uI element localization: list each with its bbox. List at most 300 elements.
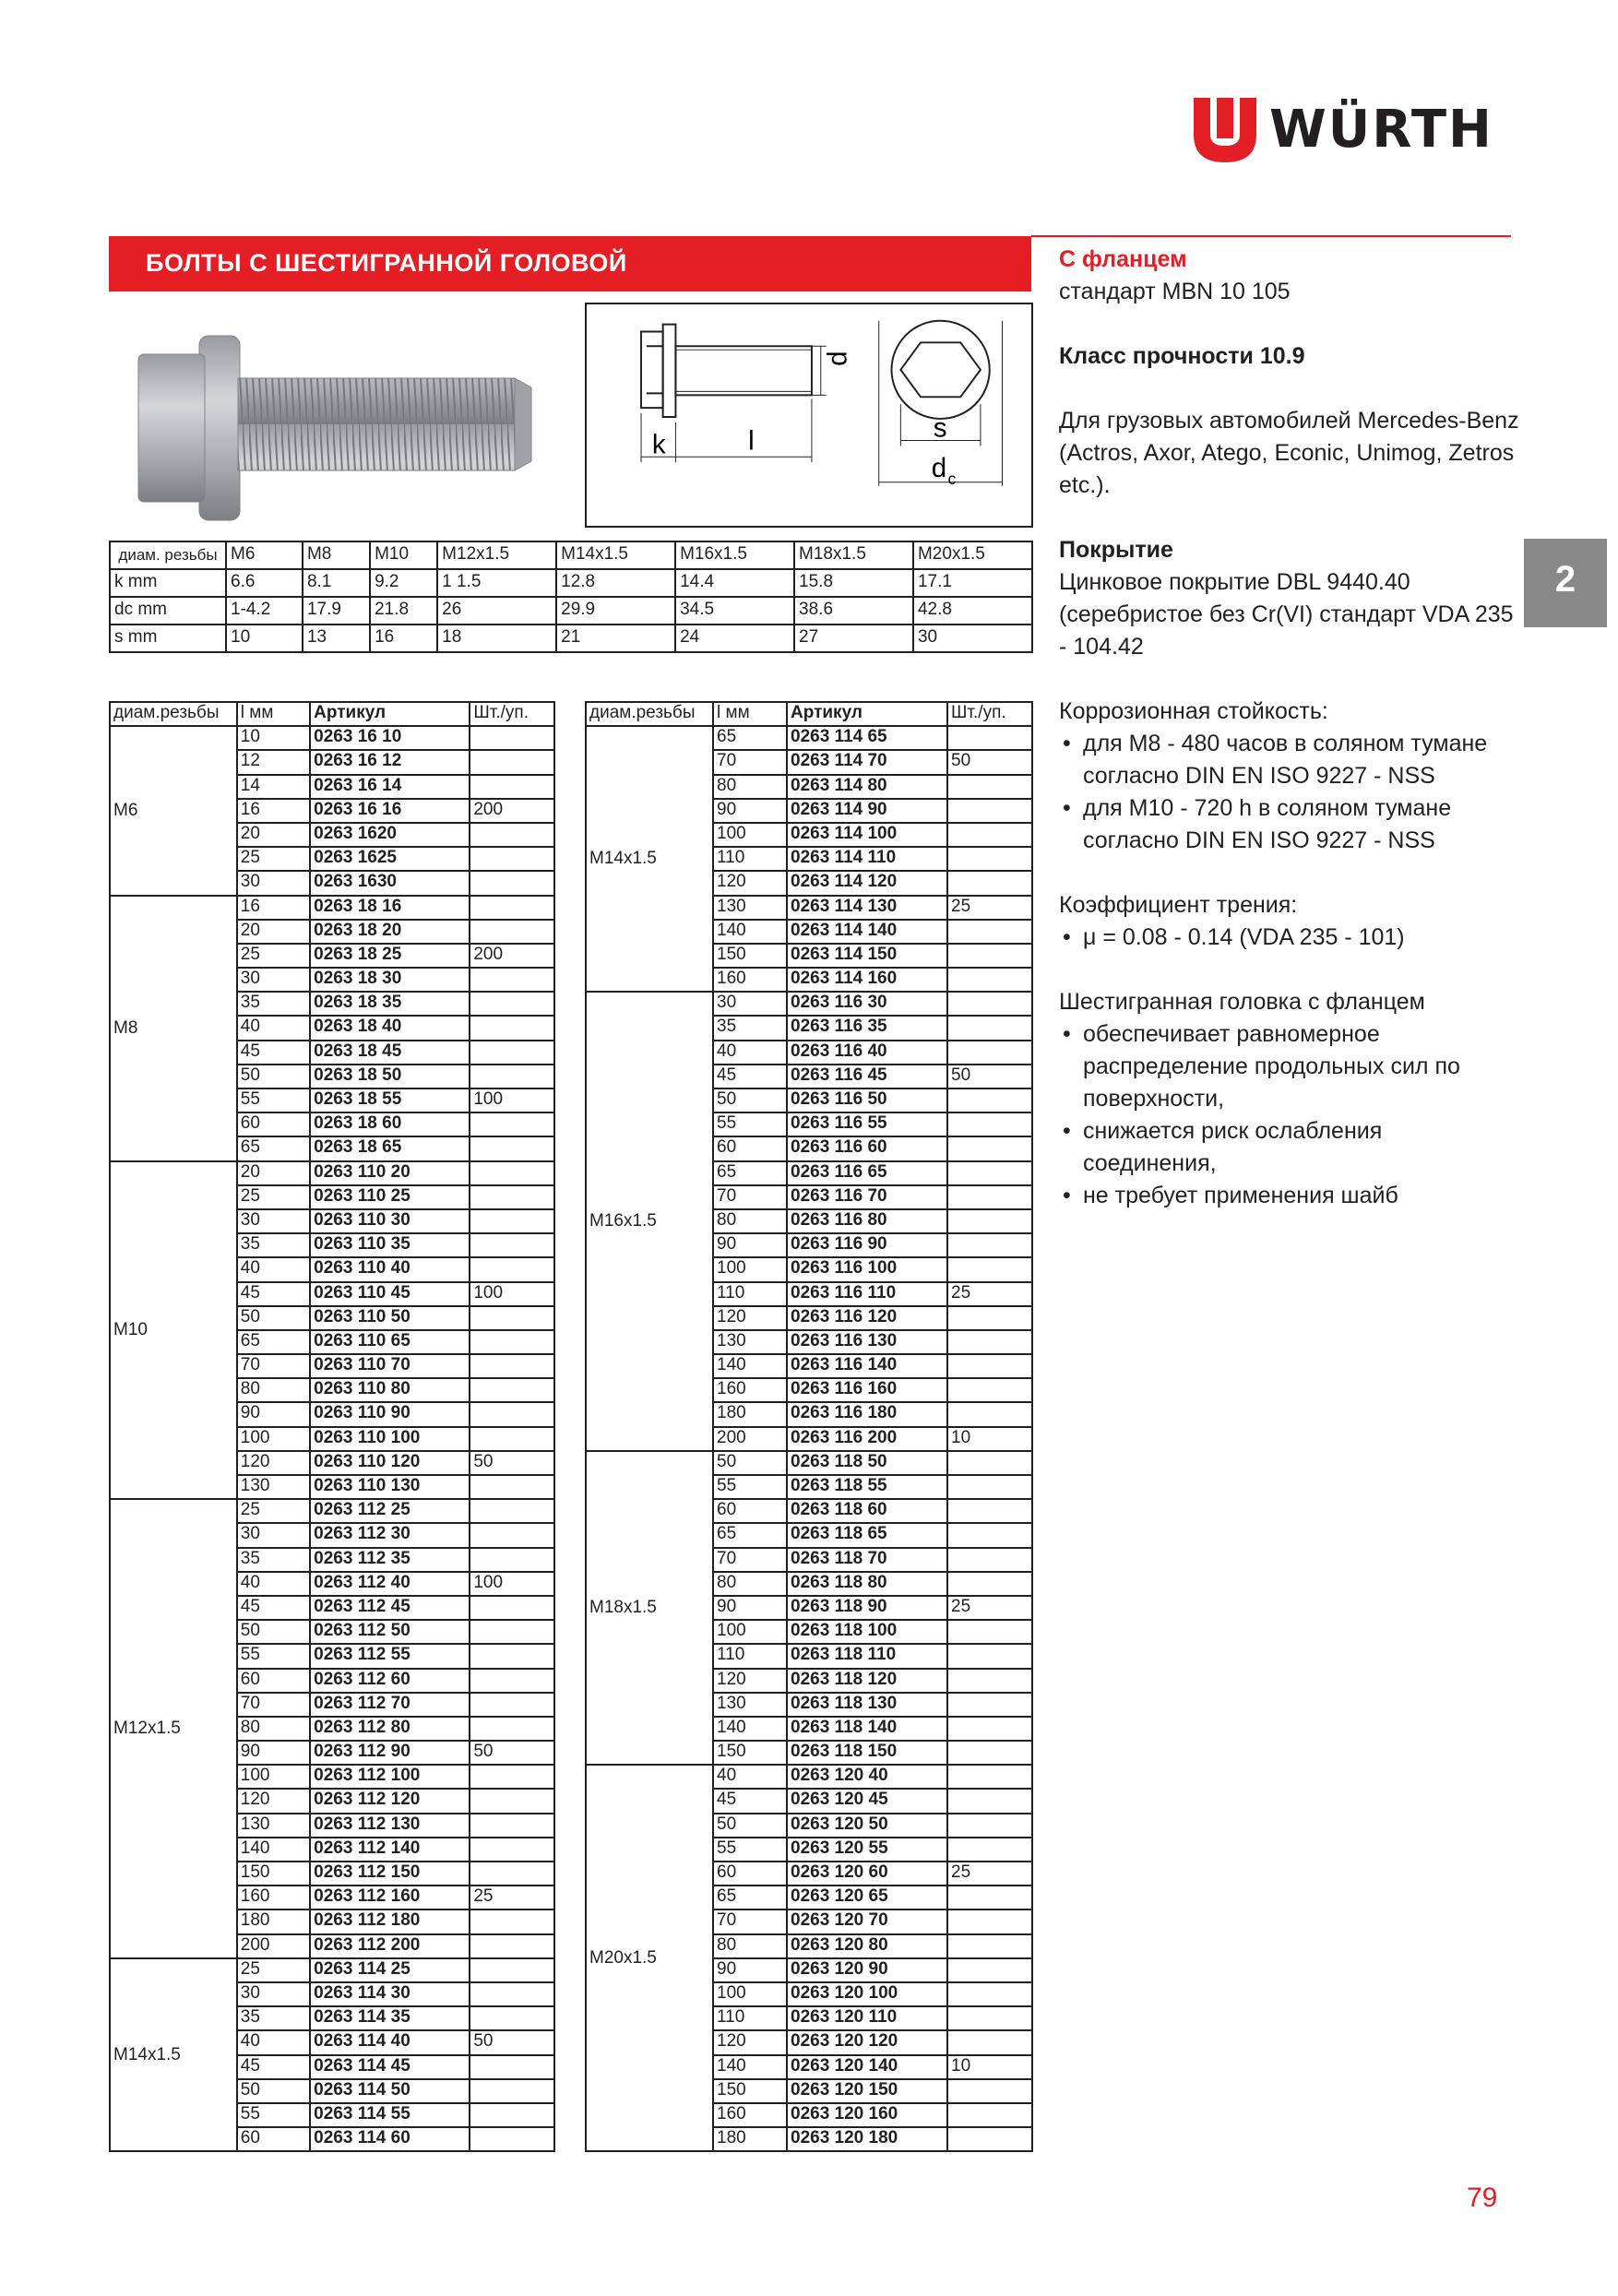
pack-quantity-cell xyxy=(947,1765,1032,1789)
length-cell: 30 xyxy=(237,1209,310,1233)
article-number-cell: 0263 114 65 xyxy=(787,726,947,750)
length-cell: 50 xyxy=(237,1306,310,1330)
pack-quantity-cell xyxy=(947,2030,1032,2054)
length-cell: 150 xyxy=(713,944,787,968)
dims-cell: 17.9 xyxy=(303,597,370,625)
article-number-cell: 0263 110 130 xyxy=(310,1475,470,1499)
length-cell: 120 xyxy=(237,1451,310,1475)
length-cell: 50 xyxy=(713,1089,787,1112)
length-cell: 150 xyxy=(237,1862,310,1886)
thread-group-label: M18x1.5 xyxy=(586,1451,713,1765)
pack-quantity-cell xyxy=(470,896,554,920)
pack-quantity-cell xyxy=(947,847,1032,871)
length-cell: 45 xyxy=(713,1065,787,1089)
length-cell: 55 xyxy=(237,1644,310,1668)
article-number-cell: 0263 116 110 xyxy=(787,1282,947,1306)
length-cell: 120 xyxy=(713,2030,787,2054)
article-number-cell: 0263 18 50 xyxy=(310,1065,470,1089)
article-number-cell: 0263 112 120 xyxy=(310,1789,470,1813)
article-number-cell: 0263 116 120 xyxy=(787,1306,947,1330)
pack-quantity-cell xyxy=(470,1765,554,1789)
pack-quantity-cell xyxy=(947,2006,1032,2030)
bolt-photo xyxy=(120,314,563,535)
dims-cell: 30 xyxy=(913,625,1032,652)
pack-quantity-cell xyxy=(947,1838,1032,1862)
article-number-cell: 0263 120 40 xyxy=(787,1765,947,1789)
pack-quantity-cell xyxy=(470,1789,554,1813)
pack-quantity-cell xyxy=(947,1451,1032,1475)
dims-cell: 42.8 xyxy=(913,597,1032,625)
length-cell: 120 xyxy=(713,1306,787,1330)
article-number-cell: 0263 110 80 xyxy=(310,1378,470,1402)
article-number-cell: 0263 18 16 xyxy=(310,896,470,920)
table-row xyxy=(586,992,1032,1016)
article-table-left xyxy=(109,701,555,2152)
pack-quantity-cell xyxy=(947,1717,1032,1741)
article-number-cell: 0263 18 55 xyxy=(310,1089,470,1112)
dims-cell: 15.8 xyxy=(794,569,913,597)
length-cell: 60 xyxy=(713,1136,787,1160)
dims-cell: 26 xyxy=(437,597,556,625)
length-cell: 65 xyxy=(713,1161,787,1185)
thread-group-label: M8 xyxy=(110,896,237,1161)
pack-quantity-cell xyxy=(470,1814,554,1838)
dims-cell: 34.5 xyxy=(675,597,794,625)
dims-column-header: M16x1.5 xyxy=(675,541,794,569)
thread-group-label: M16x1.5 xyxy=(586,992,713,1451)
length-cell: 200 xyxy=(237,1934,310,1958)
length-cell: 90 xyxy=(713,1958,787,1982)
pack-quantity-cell xyxy=(947,1185,1032,1209)
article-number-cell: 0263 120 150 xyxy=(787,2079,947,2103)
length-cell: 100 xyxy=(713,823,787,847)
length-cell: 180 xyxy=(237,1909,310,1933)
article-number-cell: 0263 114 60 xyxy=(310,2127,470,2151)
length-cell: 130 xyxy=(713,1693,787,1717)
dims-cell: 18 xyxy=(437,625,556,652)
dims-row xyxy=(110,597,1032,625)
pack-quantity-cell xyxy=(470,1185,554,1209)
article-number-cell: 0263 118 150 xyxy=(787,1741,947,1765)
length-cell: 130 xyxy=(713,896,787,920)
article-number-cell: 0263 116 55 xyxy=(787,1112,947,1136)
pack-quantity-cell xyxy=(470,1958,554,1982)
article-number-cell: 0263 110 65 xyxy=(310,1330,470,1354)
article-number-cell: 0263 120 110 xyxy=(787,2006,947,2030)
pack-quantity-cell xyxy=(470,1862,554,1886)
length-cell: 40 xyxy=(237,1016,310,1040)
article-number-cell: 0263 18 65 xyxy=(310,1136,470,1160)
article-number-cell: 0263 118 80 xyxy=(787,1572,947,1596)
article-number-cell: 0263 116 160 xyxy=(787,1378,947,1402)
pack-quantity-cell xyxy=(947,1136,1032,1160)
pack-quantity-cell xyxy=(947,1161,1032,1185)
pack-quantity-cell xyxy=(470,1233,554,1257)
friction-list xyxy=(1059,922,1520,954)
article-number-cell: 0263 116 50 xyxy=(787,1089,947,1112)
article-number-cell: 0263 116 90 xyxy=(787,1233,947,1257)
article-number-cell: 0263 114 110 xyxy=(787,847,947,871)
pack-quantity-cell xyxy=(947,2103,1032,2127)
pack-quantity-cell xyxy=(947,1041,1032,1065)
coating-text: Цинковое покрытие DBL 9440.40 (серебристое без Cr(VI) стандарт VDA 235 - 104.42 xyxy=(1059,569,1514,660)
dims-row-label: dc mm xyxy=(110,597,226,625)
pack-quantity-cell xyxy=(470,871,554,895)
pack-quantity-cell xyxy=(470,968,554,992)
length-cell: 100 xyxy=(713,1257,787,1281)
dims-cell: 6.6 xyxy=(226,569,303,597)
article-number-cell: 0263 114 140 xyxy=(787,920,947,944)
pack-quantity-cell: 25 xyxy=(947,896,1032,920)
article-number-cell: 0263 114 45 xyxy=(310,2055,470,2079)
length-cell: 55 xyxy=(713,1112,787,1136)
pack-quantity-cell: 10 xyxy=(947,1427,1032,1451)
article-number-cell: 0263 118 90 xyxy=(787,1596,947,1620)
article-number-cell: 0263 110 35 xyxy=(310,1233,470,1257)
length-cell: 16 xyxy=(237,896,310,920)
drawing-label-l: l xyxy=(748,425,755,457)
pack-quantity-cell xyxy=(947,1257,1032,1281)
corrosion-title: Коррозионная стойкость: xyxy=(1059,698,1328,724)
pack-quantity-cell: 25 xyxy=(470,1886,554,1909)
article-number-cell: 0263 120 55 xyxy=(787,1838,947,1862)
length-cell: 40 xyxy=(237,2030,310,2054)
pack-quantity-cell xyxy=(470,1669,554,1693)
length-cell: 55 xyxy=(237,1089,310,1112)
article-number-cell: 0263 112 25 xyxy=(310,1499,470,1523)
article-number-cell: 0263 114 70 xyxy=(787,750,947,774)
pack-quantity-cell xyxy=(470,847,554,871)
dims-column-header: M20x1.5 xyxy=(913,541,1032,569)
table-row xyxy=(110,1958,554,1982)
length-cell: 45 xyxy=(237,2055,310,2079)
article-number-cell: 0263 16 10 xyxy=(310,726,470,750)
chapter-tab[interactable] xyxy=(1524,539,1607,627)
length-cell: 160 xyxy=(713,2103,787,2127)
article-number-cell: 0263 110 120 xyxy=(310,1451,470,1475)
thread-group-label: M14x1.5 xyxy=(586,726,713,992)
thread-group-label: M10 xyxy=(110,1161,237,1500)
pack-quantity-cell xyxy=(470,726,554,750)
length-cell: 30 xyxy=(713,992,787,1016)
dims-cell: 8.1 xyxy=(303,569,370,597)
length-cell: 80 xyxy=(713,1934,787,1958)
wurth-logo xyxy=(1194,98,1498,162)
pack-quantity-cell xyxy=(947,1886,1032,1909)
length-cell: 60 xyxy=(713,1499,787,1523)
length-cell: 65 xyxy=(237,1330,310,1354)
table-row xyxy=(110,896,554,920)
length-cell: 180 xyxy=(713,2127,787,2151)
article-number-cell: 0263 114 35 xyxy=(310,2006,470,2030)
article-number-cell: 0263 1620 xyxy=(310,823,470,847)
list-item: • μ = 0.08 - 0.14 (VDA 235 - 101) xyxy=(1059,922,1520,954)
chapter-tab-number: 2 xyxy=(1554,559,1576,600)
pack-quantity-cell xyxy=(470,1065,554,1089)
length-cell: 80 xyxy=(237,1378,310,1402)
dims-cell: 17.1 xyxy=(913,569,1032,597)
dims-cell: 14.4 xyxy=(675,569,794,597)
length-cell: 30 xyxy=(237,871,310,895)
pack-quantity-cell xyxy=(947,1089,1032,1112)
subtitle: С фланцем xyxy=(1059,246,1187,272)
section-title: БОЛТЫ С ШЕСТИГРАННОЙ ГОЛОВОЙ xyxy=(146,249,627,277)
article-number-cell: 0263 116 70 xyxy=(787,1185,947,1209)
length-cell: 80 xyxy=(237,1717,310,1741)
dims-cell: 24 xyxy=(675,625,794,652)
section-title-bar xyxy=(109,236,1031,291)
pack-quantity-cell xyxy=(470,2055,554,2079)
length-cell: 20 xyxy=(237,920,310,944)
length-cell: 16 xyxy=(237,799,310,823)
pack-quantity-cell xyxy=(947,1306,1032,1330)
pack-quantity-cell: 100 xyxy=(470,1089,554,1112)
pack-quantity-cell xyxy=(470,1112,554,1136)
pack-quantity-cell xyxy=(947,775,1032,799)
length-cell: 50 xyxy=(713,1451,787,1475)
article-number-cell: 0263 114 80 xyxy=(787,775,947,799)
pack-quantity-cell xyxy=(470,1209,554,1233)
drawing-label-k: k xyxy=(651,429,666,460)
dims-header-label: диам. резьбы xyxy=(110,541,226,569)
length-cell: 70 xyxy=(713,1548,787,1572)
dims-cell: 16 xyxy=(370,625,437,652)
article-number-cell: 0263 116 40 xyxy=(787,1041,947,1065)
pack-quantity-cell xyxy=(470,1717,554,1741)
length-cell: 160 xyxy=(237,1886,310,1909)
pack-quantity-cell: 50 xyxy=(947,750,1032,774)
length-cell: 140 xyxy=(713,920,787,944)
pack-quantity-cell xyxy=(947,992,1032,1016)
dims-row-label: s mm xyxy=(110,625,226,652)
article-number-cell: 0263 120 90 xyxy=(787,1958,947,1982)
length-cell: 25 xyxy=(237,1958,310,1982)
pack-quantity-cell xyxy=(947,1741,1032,1765)
pack-quantity-cell xyxy=(947,2079,1032,2103)
table-row xyxy=(110,726,554,750)
coating-title: Покрытие xyxy=(1059,537,1173,563)
pack-quantity-cell xyxy=(470,1909,554,1933)
article-number-cell: 0263 116 65 xyxy=(787,1161,947,1185)
pack-quantity-cell xyxy=(470,992,554,1016)
pack-quantity-cell xyxy=(947,1209,1032,1233)
article-number-cell: 0263 116 35 xyxy=(787,1016,947,1040)
pack-quantity-cell xyxy=(470,750,554,774)
article-number-cell: 0263 112 45 xyxy=(310,1596,470,1620)
article-number-cell: 0263 18 35 xyxy=(310,992,470,1016)
length-cell: 160 xyxy=(713,1378,787,1402)
length-cell: 45 xyxy=(237,1596,310,1620)
dims-header-row xyxy=(110,541,1032,569)
table-row xyxy=(586,1451,1032,1475)
length-cell: 110 xyxy=(713,2006,787,2030)
length-cell: 120 xyxy=(237,1789,310,1813)
length-cell: 25 xyxy=(237,944,310,968)
length-cell: 180 xyxy=(713,1402,787,1426)
table-row xyxy=(586,726,1032,750)
pack-quantity-cell xyxy=(470,1257,554,1281)
table-header-row xyxy=(586,702,1032,726)
article-number-cell: 0263 110 100 xyxy=(310,1427,470,1451)
length-cell: 60 xyxy=(237,2127,310,2151)
dims-cell: 9.2 xyxy=(370,569,437,597)
pack-quantity-cell xyxy=(470,1693,554,1717)
table-row xyxy=(586,1765,1032,1789)
article-number-cell: 0263 120 80 xyxy=(787,1934,947,1958)
article-number-cell: 0263 112 30 xyxy=(310,1523,470,1547)
pack-quantity-cell xyxy=(470,2127,554,2151)
standard-text: стандарт MBN 10 105 xyxy=(1059,279,1291,304)
pack-quantity-cell xyxy=(470,1523,554,1547)
length-cell: 100 xyxy=(237,1427,310,1451)
length-cell: 55 xyxy=(713,1475,787,1499)
strength-class: Класс прочности 10.9 xyxy=(1059,343,1305,369)
article-number-cell: 0263 114 55 xyxy=(310,2103,470,2127)
length-cell: 20 xyxy=(237,1161,310,1185)
length-cell: 55 xyxy=(713,1838,787,1862)
thread-group-label: M14x1.5 xyxy=(110,1958,237,2152)
pack-quantity-cell: 200 xyxy=(470,944,554,968)
length-cell: 90 xyxy=(237,1741,310,1765)
drawing-label-dc: d xyxy=(931,452,947,483)
length-cell: 60 xyxy=(713,1862,787,1886)
article-number-cell: 0263 120 60 xyxy=(787,1862,947,1886)
dims-column-header: M6 xyxy=(226,541,303,569)
pack-quantity-cell xyxy=(947,1548,1032,1572)
pack-quantity-cell xyxy=(947,1814,1032,1838)
article-number-cell: 0263 110 70 xyxy=(310,1354,470,1378)
article-table-right xyxy=(585,701,1033,2152)
article-number-cell: 0263 120 70 xyxy=(787,1909,947,1933)
article-number-cell: 0263 114 160 xyxy=(787,968,947,992)
pack-quantity-cell xyxy=(470,1838,554,1862)
pack-quantity-cell xyxy=(947,1909,1032,1933)
article-number-cell: 0263 118 70 xyxy=(787,1548,947,1572)
length-cell: 200 xyxy=(713,1427,787,1451)
article-number-cell: 0263 118 60 xyxy=(787,1499,947,1523)
length-cell: 100 xyxy=(713,1982,787,2006)
pack-quantity-cell xyxy=(947,1934,1032,1958)
pack-quantity-cell xyxy=(947,1523,1032,1547)
page-number: 79 xyxy=(1467,2183,1498,2213)
pack-quantity-cell xyxy=(947,2127,1032,2151)
pack-quantity-cell xyxy=(947,1402,1032,1426)
length-cell: 150 xyxy=(713,1741,787,1765)
pack-quantity-cell xyxy=(470,1016,554,1040)
length-cell: 130 xyxy=(237,1814,310,1838)
list-item: • не требует применения шайб xyxy=(1059,1180,1520,1212)
dims-column-header: M14x1.5 xyxy=(556,541,675,569)
drawing-label-d: d xyxy=(822,351,853,366)
pack-quantity-cell: 200 xyxy=(470,799,554,823)
article-number-cell: 0263 112 50 xyxy=(310,1620,470,1644)
pack-quantity-cell xyxy=(470,1041,554,1065)
length-cell: 120 xyxy=(713,871,787,895)
length-cell: 110 xyxy=(713,1282,787,1306)
article-number-cell: 0263 112 140 xyxy=(310,1838,470,1862)
pack-quantity-cell: 25 xyxy=(947,1862,1032,1886)
article-number-cell: 0263 112 35 xyxy=(310,1548,470,1572)
article-number-cell: 0263 18 20 xyxy=(310,920,470,944)
article-number-cell: 0263 116 30 xyxy=(787,992,947,1016)
dims-column-header: M8 xyxy=(303,541,370,569)
dims-cell: 29.9 xyxy=(556,597,675,625)
article-number-cell: 0263 110 90 xyxy=(310,1402,470,1426)
article-number-cell: 0263 110 25 xyxy=(310,1185,470,1209)
length-cell: 50 xyxy=(237,2079,310,2103)
article-number-cell: 0263 120 65 xyxy=(787,1886,947,1909)
pack-quantity-cell xyxy=(470,1934,554,1958)
article-number-cell: 0263 116 180 xyxy=(787,1402,947,1426)
pack-quantity-cell: 25 xyxy=(947,1596,1032,1620)
length-cell: 40 xyxy=(237,1257,310,1281)
article-number-cell: 0263 18 30 xyxy=(310,968,470,992)
pack-quantity-cell xyxy=(947,1693,1032,1717)
length-cell: 25 xyxy=(237,847,310,871)
length-cell: 90 xyxy=(713,799,787,823)
pack-quantity-cell xyxy=(947,1378,1032,1402)
length-cell: 70 xyxy=(237,1693,310,1717)
list-item: • для M10 - 720 h в соляном тумане согласно DIN EN ISO 9227 - NSS xyxy=(1059,792,1520,857)
pack-quantity-cell xyxy=(947,1354,1032,1378)
dims-column-header: M12x1.5 xyxy=(437,541,556,569)
pack-quantity-cell: 100 xyxy=(470,1572,554,1596)
pack-quantity-cell: 50 xyxy=(470,1451,554,1475)
article-number-cell: 0263 120 180 xyxy=(787,2127,947,2151)
length-cell: 35 xyxy=(237,1233,310,1257)
length-cell: 45 xyxy=(237,1041,310,1065)
vehicles-text: Для грузовых автомобилей Mercedes-Benz (Actros, Axor, Atego, Econic, Unimog, Zetros etc.). xyxy=(1059,408,1519,498)
length-cell: 35 xyxy=(237,992,310,1016)
drawing-label-dc-sub: c xyxy=(947,469,957,488)
length-cell: 120 xyxy=(713,1669,787,1693)
pack-quantity-cell: 100 xyxy=(470,1282,554,1306)
length-cell: 65 xyxy=(237,1136,310,1160)
length-cell: 70 xyxy=(237,1354,310,1378)
article-number-cell: 0263 112 160 xyxy=(310,1886,470,1909)
length-cell: 130 xyxy=(713,1330,787,1354)
article-number-cell: 0263 18 25 xyxy=(310,944,470,968)
pack-quantity-cell xyxy=(947,1644,1032,1668)
length-cell: 12 xyxy=(237,750,310,774)
article-number-cell: 0263 114 25 xyxy=(310,1958,470,1982)
article-number-cell: 0263 118 130 xyxy=(787,1693,947,1717)
pack-quantity-cell xyxy=(470,1330,554,1354)
pack-quantity-cell xyxy=(470,1378,554,1402)
article-number-cell: 0263 112 70 xyxy=(310,1693,470,1717)
pack-quantity-cell xyxy=(470,920,554,944)
length-cell: 100 xyxy=(237,1765,310,1789)
length-cell: 100 xyxy=(713,1620,787,1644)
pack-quantity-cell xyxy=(470,1306,554,1330)
length-cell: 30 xyxy=(237,968,310,992)
pack-quantity-cell xyxy=(470,1161,554,1185)
length-cell: 40 xyxy=(713,1041,787,1065)
pack-quantity-cell xyxy=(947,823,1032,847)
dims-row-label: k mm xyxy=(110,569,226,597)
column-header: Шт./уп. xyxy=(470,702,554,726)
article-number-cell: 0263 118 100 xyxy=(787,1620,947,1644)
length-cell: 40 xyxy=(237,1572,310,1596)
dimensions-table xyxy=(109,541,1033,653)
pack-quantity-cell xyxy=(947,1572,1032,1596)
list-item: • снижается риск ослабления соединения, xyxy=(1059,1115,1520,1180)
article-number-cell: 0263 114 90 xyxy=(787,799,947,823)
length-cell: 140 xyxy=(713,1717,787,1741)
article-number-cell: 0263 118 120 xyxy=(787,1669,947,1693)
length-cell: 140 xyxy=(713,2055,787,2079)
pack-quantity-cell xyxy=(470,2006,554,2030)
